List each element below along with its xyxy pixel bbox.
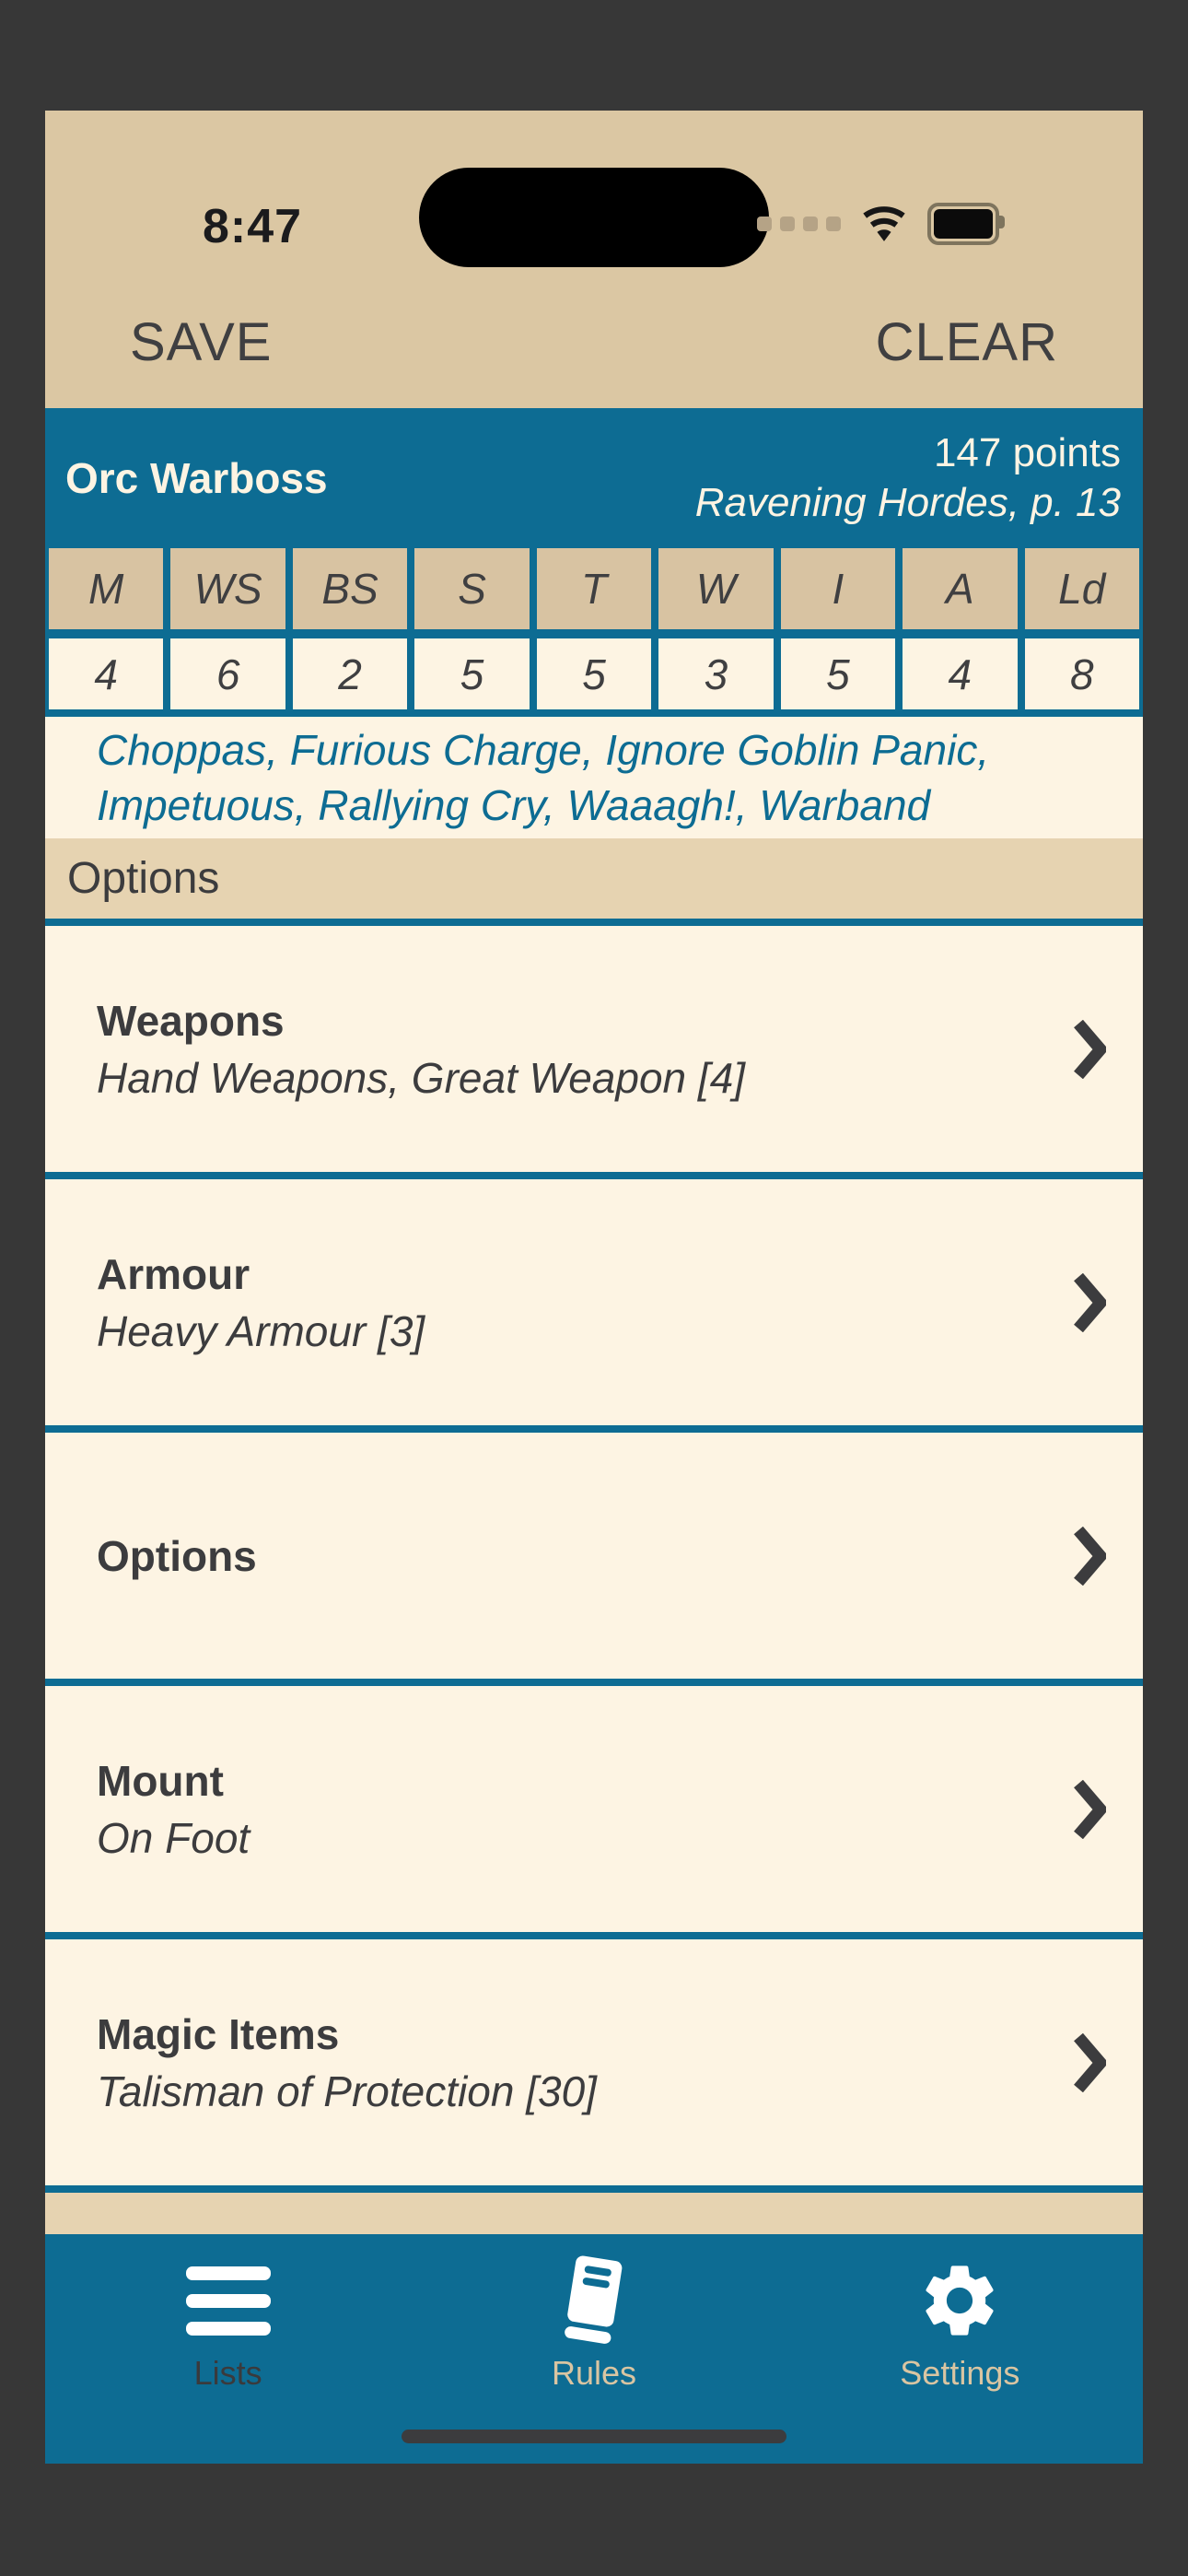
option-row-title: Magic Items bbox=[97, 2009, 340, 2058]
unit-points: 147 points bbox=[933, 430, 1121, 475]
option-row-armour[interactable] bbox=[45, 1179, 1143, 1425]
lists-icon bbox=[186, 2266, 271, 2336]
divider bbox=[45, 1679, 1143, 1686]
status-bar bbox=[45, 111, 1143, 276]
stat-value: 5 bbox=[781, 638, 895, 709]
stat-header: WS bbox=[170, 548, 285, 629]
option-row-title: Mount bbox=[97, 1756, 224, 1805]
tab-rules[interactable] bbox=[411, 2234, 776, 2393]
unit-name: Orc Warboss bbox=[65, 454, 328, 502]
option-row-title: Armour bbox=[97, 1249, 250, 1298]
special-rules bbox=[45, 717, 1143, 838]
option-row-subtitle: Hand Weapons, Great Weapon [4] bbox=[97, 1053, 746, 1102]
divider bbox=[45, 919, 1143, 926]
stat-header: I bbox=[781, 548, 895, 629]
unit-header bbox=[45, 408, 1143, 548]
gear-icon bbox=[916, 2257, 1003, 2344]
option-row-subtitle: On Foot bbox=[97, 1813, 250, 1862]
stat-value: 4 bbox=[903, 638, 1017, 709]
option-row-weapons[interactable] bbox=[45, 926, 1143, 1172]
cellular-signal-icon bbox=[757, 217, 841, 231]
special-rules-text: Choppas, Furious Charge, Ignore Goblin Panic, Impetuous, Rallying Cry, Waaagh!, Warband bbox=[97, 726, 990, 829]
divider bbox=[45, 1425, 1143, 1433]
dynamic-island bbox=[419, 168, 769, 267]
home-indicator[interactable] bbox=[402, 2430, 786, 2443]
save-button[interactable]: SAVE bbox=[130, 312, 273, 372]
tab-label-rules: Rules bbox=[551, 2354, 637, 2392]
tab-bar bbox=[45, 2234, 1143, 2464]
option-row-mount[interactable] bbox=[45, 1686, 1143, 1932]
stat-value: 8 bbox=[1025, 638, 1139, 709]
options-section-header: Options bbox=[45, 838, 1143, 919]
stat-value: 4 bbox=[49, 638, 163, 709]
option-row-title: Options bbox=[97, 1531, 257, 1580]
tab-lists[interactable] bbox=[45, 2234, 411, 2393]
stat-header: T bbox=[537, 548, 651, 629]
stat-value: 3 bbox=[658, 638, 773, 709]
stat-value: 5 bbox=[414, 638, 529, 709]
divider bbox=[45, 1172, 1143, 1179]
option-row-subtitle: Talisman of Protection [30] bbox=[97, 2067, 597, 2115]
option-row-magic-items[interactable] bbox=[45, 1939, 1143, 2185]
book-icon bbox=[554, 2254, 634, 2347]
stat-header: S bbox=[414, 548, 529, 629]
clock-time: 8:47 bbox=[202, 200, 303, 253]
option-row-title: Weapons bbox=[97, 996, 285, 1045]
chevron-right-icon bbox=[1073, 1780, 1106, 1839]
stat-value: 5 bbox=[537, 638, 651, 709]
app-window bbox=[45, 111, 1143, 2464]
option-row-options[interactable] bbox=[45, 1433, 1143, 1679]
stats-table bbox=[45, 548, 1143, 717]
chevron-right-icon bbox=[1073, 1273, 1106, 1332]
status-icons bbox=[757, 203, 999, 245]
tab-settings[interactable] bbox=[777, 2234, 1143, 2393]
option-row-subtitle: Heavy Armour [3] bbox=[97, 1306, 425, 1355]
stat-value: 2 bbox=[293, 638, 407, 709]
stat-header: W bbox=[658, 548, 773, 629]
tab-label-lists: Lists bbox=[193, 2354, 262, 2392]
stat-header: Ld bbox=[1025, 548, 1139, 629]
stat-header: M bbox=[49, 548, 163, 629]
stat-header: A bbox=[903, 548, 1017, 629]
chevron-right-icon bbox=[1073, 1020, 1106, 1079]
wifi-icon bbox=[859, 205, 909, 243]
divider bbox=[45, 2185, 1143, 2193]
chevron-right-icon bbox=[1073, 2033, 1106, 2092]
clear-button[interactable]: CLEAR bbox=[875, 312, 1058, 372]
nav-bar bbox=[45, 276, 1143, 408]
stat-value: 6 bbox=[170, 638, 285, 709]
unit-meta bbox=[695, 428, 1121, 528]
battery-icon bbox=[927, 203, 999, 245]
stat-header: BS bbox=[293, 548, 407, 629]
unit-source: Ravening Hordes, p. 13 bbox=[694, 480, 1121, 525]
tab-label-settings: Settings bbox=[900, 2354, 1020, 2392]
divider bbox=[45, 1932, 1143, 1939]
content-bottom-strip bbox=[45, 2193, 1143, 2234]
chevron-right-icon bbox=[1073, 1527, 1106, 1586]
